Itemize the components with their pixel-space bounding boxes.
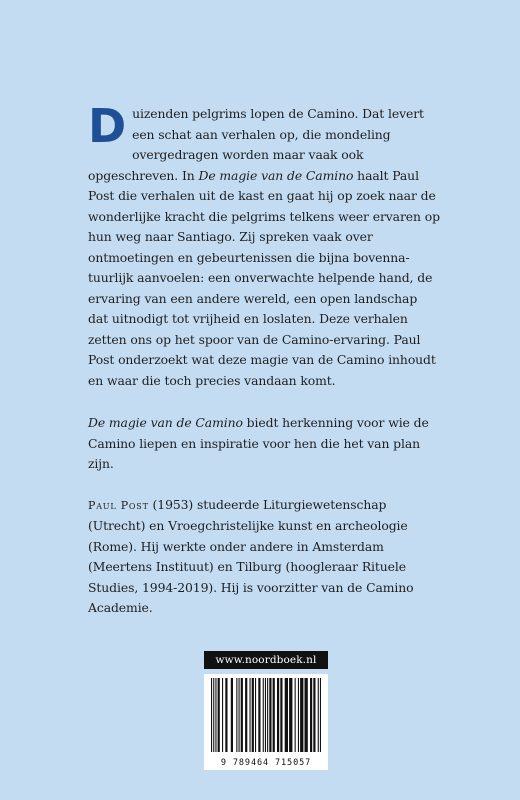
barcode-bar <box>267 678 268 752</box>
barcode-bar <box>250 678 251 752</box>
barcode-bars <box>209 678 323 756</box>
barcode-bar <box>258 678 260 752</box>
barcode-bar <box>305 678 308 752</box>
barcode-bar <box>298 678 299 752</box>
barcode-bar <box>295 678 296 752</box>
barcode-bar <box>310 678 312 752</box>
barcode-bar <box>318 678 319 752</box>
barcode-bar <box>320 678 321 752</box>
barcode-bar <box>280 678 282 752</box>
author-name: Paul Post <box>88 498 149 512</box>
barcode-bar <box>213 678 214 752</box>
barcode-bar <box>313 678 315 752</box>
barcode-bar <box>239 678 240 752</box>
book-title-inline-2: De magie van de Camino <box>88 415 243 430</box>
barcode-bar <box>245 678 247 752</box>
barcode-bar <box>215 678 216 752</box>
barcode-bar <box>231 678 233 752</box>
barcode-bar <box>255 678 256 752</box>
barcode-bar <box>263 678 264 752</box>
barcode-bar <box>211 678 212 752</box>
author-bio-text: (1953) studeerde Liturgiewetenschap (Utrecht) en Vroegchristelijke kunst en archeologie (Rome). Hij werkte onder andere in Amsterdam (Meertens Instituut) en Tilburg (hoogleraar Rituele Studies, 1994-2019). Hij is voorzitter van de Camino Academie. <box>88 496 414 615</box>
barcode-bar <box>273 678 275 752</box>
barcode-bar <box>285 678 288 752</box>
barcode-bar <box>252 678 254 752</box>
blurb-intro: uizenden pelgrims lopen de Camino. Dat levert een schat aan verhalen op, die mondeling overgedragen worden maar vaak ook opgeschreven. In <box>88 106 424 183</box>
author-bio <box>88 495 440 619</box>
isbn-barcode <box>204 674 328 770</box>
barcode-digits: 9 789464 715057 <box>220 758 312 768</box>
barcode-bar <box>277 678 279 752</box>
barcode-bar <box>269 678 271 752</box>
recommendation-paragraph <box>88 413 440 475</box>
barcode-bar <box>265 678 266 752</box>
blurb-body: haalt Paul Post die verhalen uit de kast en gaat hij op zoek naar de wonderlijke kracht die pelgrims telkens weer ervaren op hun weg naar Santiago. Zij spreken vaak over ontmoetingen en gebeurtenissen die bijna bovennatuurlijk aanvoelen: een onverwachte helpende hand, de ervaring van een andere wereld, een open landschap dat uitnodigt tot vrijheid en loslaten. Deze verhalen zetten ons op het spoor van de Camino-ervaring. Paul Post onderzoekt wat deze magie van de Camino inhoudt en waar die toch precies vandaan komt. <box>88 167 440 388</box>
blurb-paragraph <box>88 99 440 391</box>
barcode-bar <box>236 678 237 752</box>
recommendation-text: biedt herkenning voor wie de Camino liepen en inspiratie voor hen die het van plan zijn. <box>88 415 429 471</box>
drop-cap: D <box>88 99 127 153</box>
text-block <box>88 99 440 619</box>
publisher-url: www.noordboek.nl <box>204 651 328 669</box>
barcode-bar <box>225 678 227 752</box>
barcode-bar <box>218 678 220 752</box>
barcode-bar <box>300 678 303 752</box>
barcode-bar <box>222 678 223 752</box>
barcode-bar <box>289 678 292 752</box>
barcode-bar <box>241 678 243 752</box>
book-title-inline: De magie van de Camino <box>198 167 354 183</box>
